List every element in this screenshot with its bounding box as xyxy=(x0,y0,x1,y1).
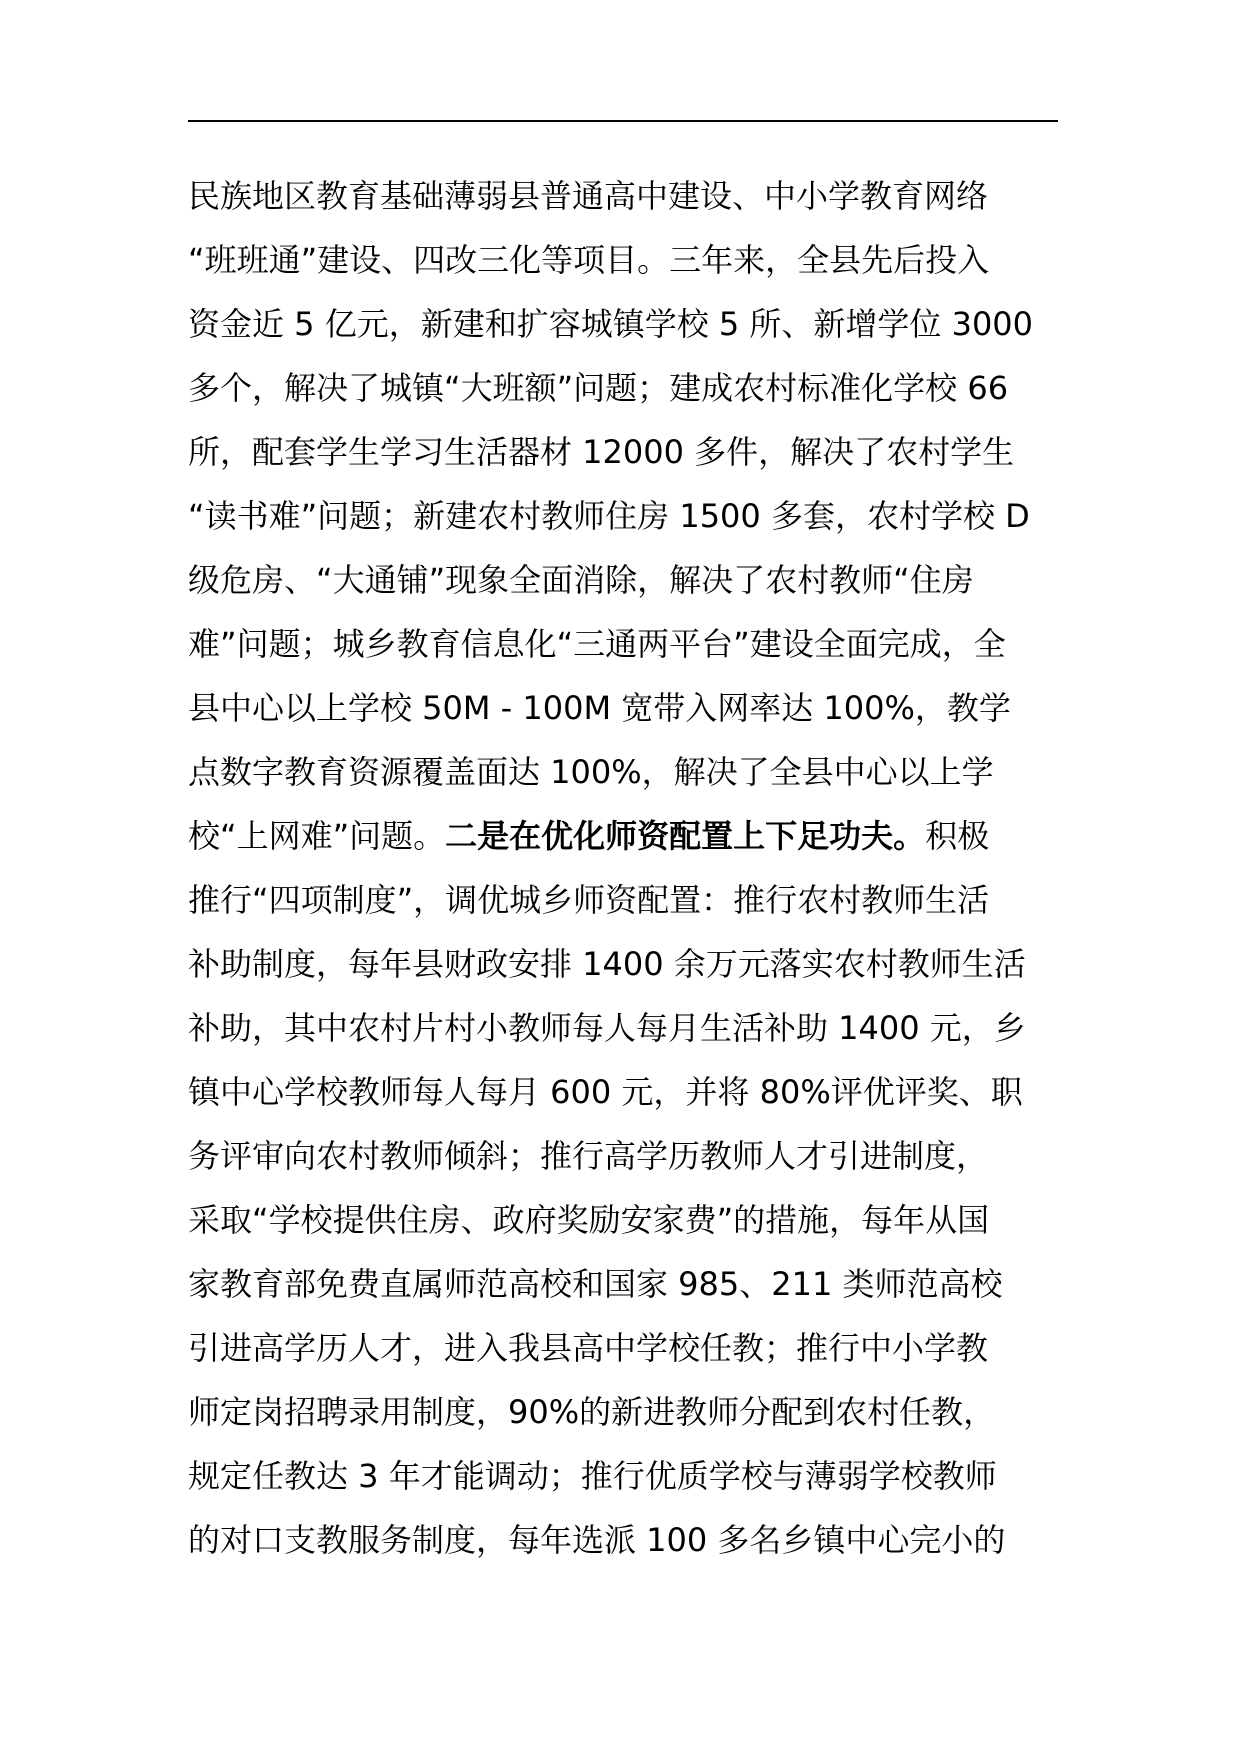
text-run: 校“上网难”问题。 xyxy=(188,817,446,855)
text-line: 家教育部免费直属师范高校和国家 985、211 类师范高校 xyxy=(188,1265,1003,1303)
text-line: 补助制度，每年县财政安排 1400 余万元落实农村教师生活 xyxy=(188,945,1026,983)
text-line: 采取“学校提供住房、政府奖励安家费”的措施，每年从国 xyxy=(188,1201,990,1239)
text-run: 积极 xyxy=(925,817,990,855)
text-line: 级危房、“大通铺”现象全面消除，解决了农村教师“住房 xyxy=(188,561,974,599)
bold-heading-run: 二是在优化师资配置上下足功夫。 xyxy=(445,817,926,855)
text-line: 的对口支教服务制度，每年选派 100 多名乡镇中心完小的 xyxy=(188,1521,1006,1559)
text-line: 难”问题；城乡教育信息化“三通两平台”建设全面完成，全 xyxy=(188,625,1006,663)
text-line: “读书难”问题；新建农村教师住房 1500 多套，农村学校 D xyxy=(188,497,1030,535)
text-line: 规定任教达 3 年才能调动；推行优质学校与薄弱学校教师 xyxy=(188,1457,997,1495)
text-line: 引进高学历人才，进入我县高中学校任教；推行中小学教 xyxy=(188,1329,989,1367)
text-line: 民族地区教育基础薄弱县普通高中建设、中小学教育网络 xyxy=(188,177,989,215)
text-line: 推行“四项制度”，调优城乡师资配置：推行农村教师生活 xyxy=(188,881,990,919)
text-line: 县中心以上学校 50M - 100M 宽带入网率达 100%，教学 xyxy=(188,689,1011,727)
text-line: 镇中心学校教师每人每月 600 元，并将 80%评优评奖、职 xyxy=(188,1073,1023,1111)
text-line: 点数字教育资源覆盖面达 100%，解决了全县中心以上学 xyxy=(188,753,994,791)
text-line-with-bold xyxy=(188,816,989,856)
text-line: 资金近 5 亿元，新建和扩容城镇学校 5 所、新增学位 3000 xyxy=(188,305,1034,343)
text-line: 务评审向农村教师倾斜；推行高学历教师人才引进制度， xyxy=(188,1137,989,1175)
text-line: 多个，解决了城镇“大班额”问题；建成农村标准化学校 66 xyxy=(188,369,1009,407)
text-line: 所，配套学生学习生活器材 12000 多件，解决了农村学生 xyxy=(188,433,1015,471)
text-line: “班班通”建设、四改三化等项目。三年来，全县先后投入 xyxy=(188,241,990,279)
header-rule xyxy=(188,120,1058,122)
text-line: 师定岗招聘录用制度，90%的新进教师分配到农村任教， xyxy=(188,1393,996,1431)
text-line: 补助，其中农村片村小教师每人每月生活补助 1400 元，乡 xyxy=(188,1009,1026,1047)
